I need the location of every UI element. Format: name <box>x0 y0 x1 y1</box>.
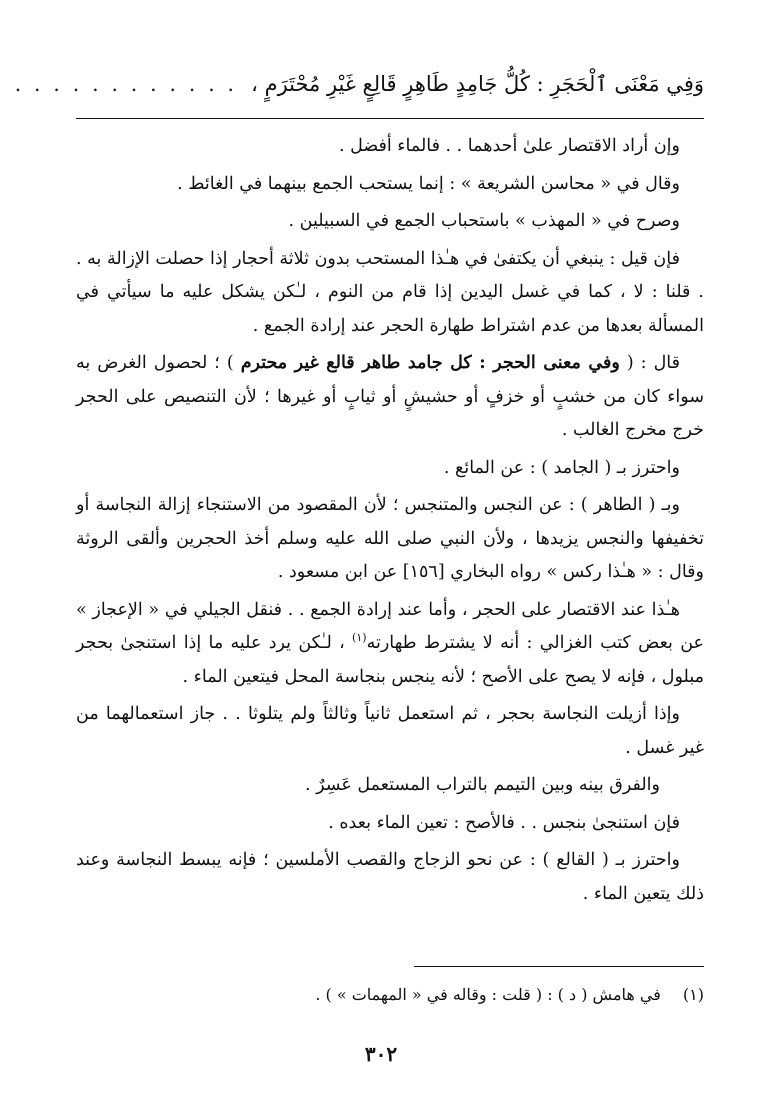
paragraph-5-lead: قال : ( <box>619 353 681 373</box>
paragraph-5-rest: ) ؛ لحصول الغرض به سواء كان من خشبٍ أو خزفٍ أو حشيشٍ أو ثيابٍ أو غيرها ؛ لأن التنصيص على الحجر خرج مخرج الغالب . <box>76 353 704 440</box>
footnote <box>76 982 704 1008</box>
page-number: ٣٠٢ <box>364 1042 398 1066</box>
paragraph-11: فإن استنجىٰ بنجس . . فالأصح : تعين الماء بعده . <box>328 812 680 833</box>
paragraph-3: وصرح في « المهذب » باستحباب الجمع في السبيلين . <box>288 211 680 231</box>
paragraph-6: واحترز بـ ( الجامد ) : عن المائع . <box>443 457 680 478</box>
paragraph-9: وإذا أزيلت النجاسة بحجر ، ثم استعمل ثانياً وثالثاً ولم يتلوثا . . جاز استعمالهما من غير غسل . <box>76 704 704 758</box>
paragraph-8 <box>76 594 704 695</box>
paragraph-8-part-2: ، لـٰكن يرد عليه ما إذا استنجىٰ بحجر مبلول ، فإنه لا يصح على الأصح ؛ لأنه ينجس بنجاسة المحل فيتعين الماء . <box>76 633 704 687</box>
footnote-ref: (١) <box>352 631 367 645</box>
paragraph-12: واحترز بـ ( القالع ) : عن نحو الزجاج والقصب الأملسين ؛ فإنه يبسط النجاسة وعند ذلك يتعين الماء . <box>76 850 704 904</box>
paragraph-7: وبـ ( الطاهر ) : عن النجس والمتنجس ؛ لأن المقصود من الاستنجاء إزالة النجاسة أو تخفيفها والنجس يزيدها ، ولأن النبي صلى الله عليه وسلم أخذ الحجرين وألقى الروثة وقال : « هـٰذا ركس » رواه البخاري [١٥٦] عن ابن مسعود . <box>76 495 704 582</box>
footnote-number: (١) <box>682 985 704 1004</box>
paragraph-1: وإن أراد الاقتصار علىٰ أحدهما . . فالماء أفضل . <box>338 136 680 156</box>
header-leader-dots: . . . . . . . . . . . . <box>14 72 238 96</box>
header-divider <box>76 118 704 119</box>
paragraph-2: وقال في « محاسن الشريعة » : إنما يستحب الجمع بينهما في الغائط . <box>177 173 680 194</box>
footnote-divider <box>414 966 704 967</box>
header-title: وَفِي مَعْنَى ٱلْحَجَرِ : كُلُّ جَامِدٍ طَاهِرٍ قَالِعٍ غَيْرِ مُحْتَرَمٍ ، <box>251 72 704 96</box>
paragraph-10: والفرق بينه وبين التيمم بالتراب المستعمل عَسِرٌ . <box>304 775 660 795</box>
running-header <box>14 62 704 106</box>
matn-quote: وفي معنى الحجر : كل جامد طاهر قالع غير محترم <box>240 353 620 373</box>
paragraph-4: فإن قيل : ينبغي أن يكتفىٰ في هـٰذا المستحب بدون ثلاثة أحجار إذا حصلت الإزالة به . . قلنا : لا ، كما في غسل اليدين إذا قام من النوم ، لـٰكن يشكل عليه ما سيأتي في المسألة بعدها من عدم اشتراط طهارة الحجر عند إرادة الجمع . <box>76 248 704 336</box>
paragraph-8-part-1: هـٰذا عند الاقتصار على الحجر ، وأما عند إرادة الجمع . . فنقل الجيلي في « الإعجاز » عن بعض كتب الغزالي : أنه لا يشترط طهارته <box>76 599 704 653</box>
footnote-text: في هامش ( د ) : ( قلت : وقاله في « المهمات » ) . <box>315 985 661 1004</box>
main-text <box>76 130 704 911</box>
paragraph-5 <box>76 347 704 448</box>
